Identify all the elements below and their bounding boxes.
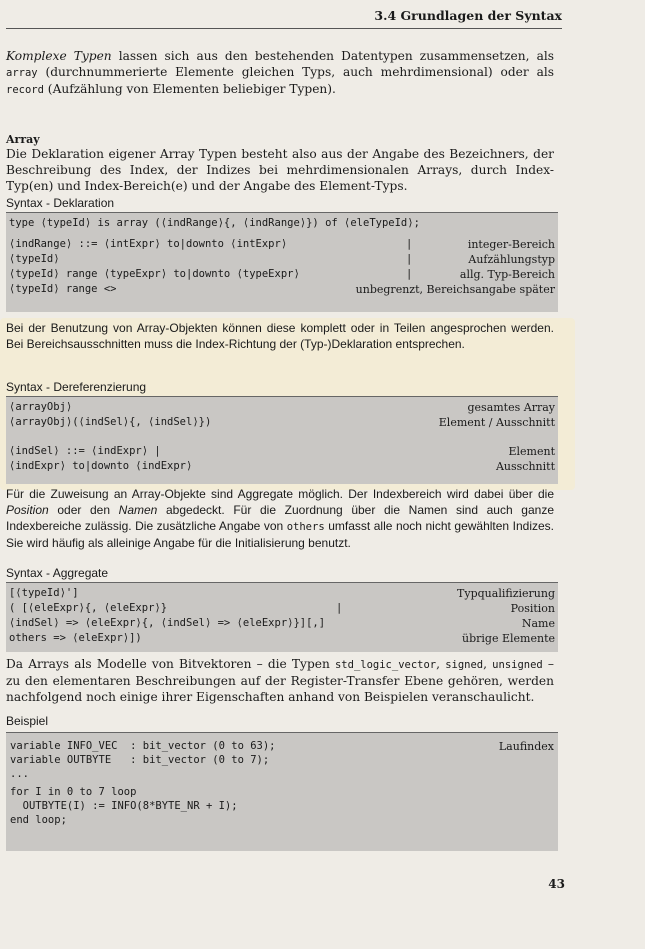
code-line: OUTBYTE(I) := INFO(8*BYTE_NR + I); [10, 800, 238, 812]
syntax-deref-box [6, 396, 558, 484]
syntax-row: ⟨indRange⟩ ::= ⟨intExpr⟩ to|downto ⟨intExpr⟩ | integer-Bereich [9, 238, 555, 251]
syntax-aggr-label: Syntax - Aggregate [6, 566, 109, 580]
syntax-deref-label: Syntax - Dereferenzierung [6, 380, 147, 394]
syntax-row: ( [⟨eleExpr⟩{, ⟨eleExpr⟩} | Position [9, 602, 555, 615]
usage-paragraph: Bei der Benutzung von Array-Objekten können diese komplett oder in Teilen angesprochen werden. Bei Bereichsausschnitten muss die Index-Richtung der (Typ-)Deklaration entsprechen. [6, 321, 554, 351]
example-code-box [6, 732, 558, 851]
syntax-row: ⟨arrayObj⟩(⟨indSel⟩{, ⟨indSel⟩}) Element / Ausschnitt [9, 416, 555, 429]
code-line: end loop; [10, 814, 67, 826]
intro-paragraph: Komplexe Typen lassen sich aus den bestehenden Datentypen zusammensetzen, als array (durchnummerierte Elemente gleichen Typs, auch mehrdimensional) oder als record (Aufzählung von Elementen beliebiger Typen). [6, 49, 554, 96]
syntax-row: ⟨typeId⟩ | Aufzählungstyp [9, 253, 555, 266]
syntax-row: ⟨indSel⟩ ::= ⟨indExpr⟩ | Element [9, 445, 555, 458]
code-line: for I in 0 to 7 loop [10, 786, 137, 798]
syntax-row: ⟨indSel⟩ => ⟨eleExpr⟩{, ⟨indSel⟩ => ⟨eleExpr⟩}][,] Name [9, 617, 555, 630]
array-paragraph: Die Deklaration eigener Array Typen besteht also aus der Angabe des Bezeichners, der Beschreibung des Index, der Indizes bei mehrdimensionalen Arrays, durch Index-Typ(en) und Index-Bereich(e) und der Angabe des Element-Typs. [6, 147, 554, 193]
syntax-row: others => ⟨eleExpr⟩]) übrige Elemente [9, 632, 555, 645]
array-heading: Array [6, 133, 40, 146]
code-line: variable OUTBYTE : bit_vector (0 to 7); [10, 754, 270, 766]
page-number: 43 [548, 877, 565, 891]
syntax-row: [⟨typeId⟩'] Typqualifizierung [9, 587, 555, 600]
example-label: Beispiel [6, 714, 49, 728]
term-komplexe-typen: Komplexe Typen [6, 49, 112, 63]
aggregate-paragraph: Für die Zuweisung an Array-Objekte sind Aggregate möglich. Der Indexbereich wird dabei über die Position oder den Namen abgedeckt. Für die Zuordnung über die Namen sind auch ganze Indexbereiche zulässig. Die zusätzliche Angabe von others umfasst alle noch nicht gewählten Indizes. Sie wird häufig als alleinige Angabe für die Initialisierung benutzt. [6, 487, 554, 550]
syntax-decl-label: Syntax - Deklaration [6, 196, 115, 210]
bitvector-paragraph: Da Arrays als Modelle von Bitvektoren – die Typen std_logic_vector, signed, unsigned – zu den elementaren Beschreibungen auf der Register-Transfer Ebene gehören, werden nachfolgend noch einige ihrer Eigenschaften anhand von Beispielen veranschaulicht. [6, 657, 555, 704]
syntax-row: ⟨arrayObj⟩ gesamtes Array [9, 401, 555, 414]
syntax-row: ⟨indExpr⟩ to|downto ⟨indExpr⟩ Ausschnitt [9, 460, 555, 473]
syntax-decl-box [6, 212, 558, 312]
syntax-row: ⟨typeId⟩ range ⟨typeExpr⟩ to|downto ⟨typeExpr⟩ | allg. Typ-Bereich [9, 268, 555, 281]
syntax-row: ⟨typeId⟩ range <> unbegrenzt, Bereichsangabe später [9, 283, 555, 296]
code-line: ... [10, 768, 29, 780]
syntax-aggr-box [6, 582, 558, 652]
syntax-row: type ⟨typeId⟩ is array (⟨indRange⟩{, ⟨indRange⟩}) of ⟨eleTypeId⟩; [9, 217, 420, 229]
running-header [6, 6, 562, 29]
code-line: variable INFO_VEC : bit_vector (0 to 63); [10, 740, 276, 752]
example-note: Laufindex [498, 740, 554, 753]
header-title: 3.4 Grundlagen der Syntax [374, 8, 562, 23]
